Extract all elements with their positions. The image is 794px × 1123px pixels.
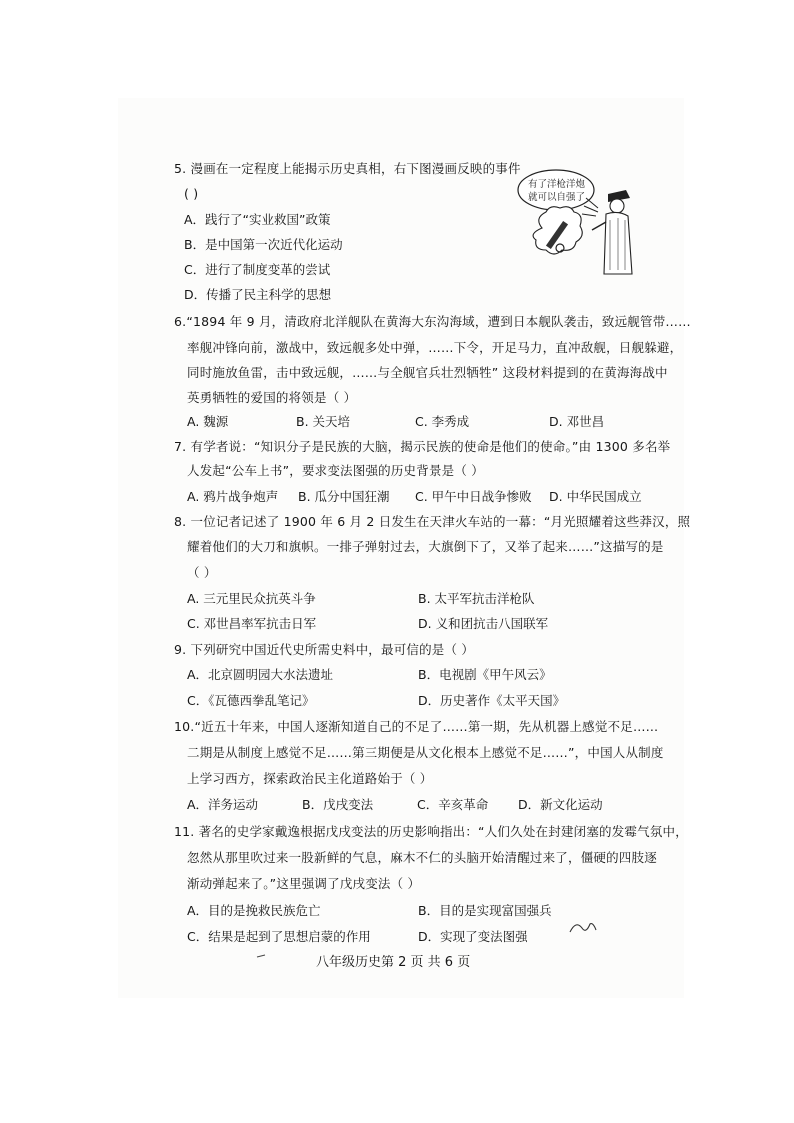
q7-line-1: 7. 有学者说：“知识分子是民族的大脑，揭示民族的使命是他们的使命。”由 1300 多名举 [174, 439, 671, 454]
q11-option-c: C．结果是起到了思想启蒙的作用 [187, 929, 371, 944]
q10-line-2: 二期是从制度上感觉不足……第三期便是从文化根本上感觉不足……”，中国人从制度 [187, 745, 664, 760]
q6-line-3: 同时施放鱼雷，击中致远舰，……与全舰官兵壮烈牺牲” 这段材料提到的在黄海海战中 [187, 365, 668, 380]
q8-option-d: D. 义和团抗击八国联军 [418, 616, 549, 631]
q7-option-c: C. 甲午中日战争惨败 [415, 489, 532, 504]
speech-bubble [518, 170, 594, 210]
q9-line-1: 9. 下列研究中国近代史所需史料中，最可信的是（ ） [174, 642, 475, 657]
q8-option-a: A. 三元里民众抗英斗争 [187, 591, 316, 606]
q5-option-b: B．是中国第一次近代化运动 [184, 237, 343, 252]
cartoon-illustration [512, 168, 640, 286]
q10-option-d: D．新文化运动 [518, 797, 603, 812]
q11-line-2: 忽然从那里吹过来一股新鲜的气息，麻木不仁的头脑开始清醒过来了，僵硬的四肢逐 [187, 850, 657, 865]
q6-option-a: A. 魏源 [187, 414, 229, 429]
page-footer: 八年级历史第 2 页 共 6 页 [316, 955, 471, 970]
q6-option-b: B. 关天培 [296, 414, 351, 429]
q10-line-1: 10.“近五十年来，中国人逐渐知道自己的不足了……第一期，先从机器上感觉不足…… [174, 719, 659, 734]
q6-option-c: C. 李秀成 [415, 414, 470, 429]
official-arm [592, 222, 606, 230]
q8-option-b: B. 太平军抗击洋枪队 [418, 591, 535, 606]
q10-option-c: C．辛亥革命 [417, 797, 489, 812]
q9-option-b: B．电视剧《甲午风云》 [418, 667, 552, 682]
q9-option-a: A．北京圆明园大水法遗址 [187, 667, 334, 682]
q10-option-a: A．洋务运动 [187, 797, 259, 812]
q11-line-3: 渐动弹起来了。”这里强调了戊戌变法（ ） [187, 876, 421, 891]
q11-line-1: 11. 著名的史学家戴逸根据戊戌变法的历史影响指出：“人们久处在封建闭塞的发霉气氛中， [174, 824, 688, 839]
q6-line-1: 6.“1894 年 9 月，清政府北洋舰队在黄海大东沟海域，遭到日本舰队袭击，致远舰管带…… [174, 314, 691, 329]
q7-option-b: B. 瓜分中国狂潮 [298, 489, 390, 504]
q6-line-2: 率舰冲锋向前，激战中，致远舰多处中弹，……下令，开足马力，直冲敌舰，日舰躲避， [187, 340, 683, 355]
q5-option-a: A．践行了“实业救国”政策 [184, 212, 331, 227]
cartoon-caption-line1: 有了洋枪洋炮 [528, 179, 586, 190]
q11-option-a: A．目的是挽救民族危亡 [187, 903, 321, 918]
q8-line-2: 耀着他们的大刀和旗帜。一排子弹射过去，大旗倒下了，又举了起来……”这描写的是 [187, 539, 664, 554]
q8-line-1: 8. 一位记者记述了 1900 年 6 月 2 日发生在天津火车站的一幕：“月光照耀着这些莽汉，照 [174, 514, 691, 529]
q7-option-a: A. 鸦片战争炮声 [187, 489, 279, 504]
q9-option-c: C．《瓦德西拳乱笔记》 [187, 693, 315, 708]
q5-stem: 5. 漫画在一定程度上能揭示历史真相，右下图漫画反映的事件 [174, 161, 521, 176]
q5-paren: ( ) [184, 186, 199, 201]
q9-option-d: D．历史著作《太平天国》 [418, 693, 566, 708]
q5-option-d: D．传播了民主科学的思想 [184, 287, 332, 302]
pencil-mark-scribble [568, 918, 600, 938]
q5-option-c: C．进行了制度变革的尝试 [184, 262, 331, 277]
q11-option-d: D．实现了变法图强 [418, 929, 528, 944]
q10-line-3: 上学习西方，探索政治民主化道路始于（ ） [187, 771, 433, 786]
q10-option-b: B．戊戌变法 [302, 797, 374, 812]
q11-option-b: B．目的是实现富国强兵 [418, 903, 552, 918]
q8-line-3: （ ） [187, 565, 217, 580]
official-head [610, 199, 624, 213]
cartoon-caption-line2: 就可以自强了 [528, 192, 586, 203]
scan-speck [256, 953, 268, 959]
q6-line-4: 英勇牺牲的爱国的将领是（ ） [187, 390, 357, 405]
q6-option-d: D. 邓世昌 [549, 414, 605, 429]
q7-line-2: 人发起“公车上书”，要求变法图强的历史背景是（ ） [187, 463, 484, 478]
q7-option-d: D. 中华民国成立 [549, 489, 642, 504]
q8-option-c: C. 邓世昌率军抗击日军 [187, 616, 317, 631]
